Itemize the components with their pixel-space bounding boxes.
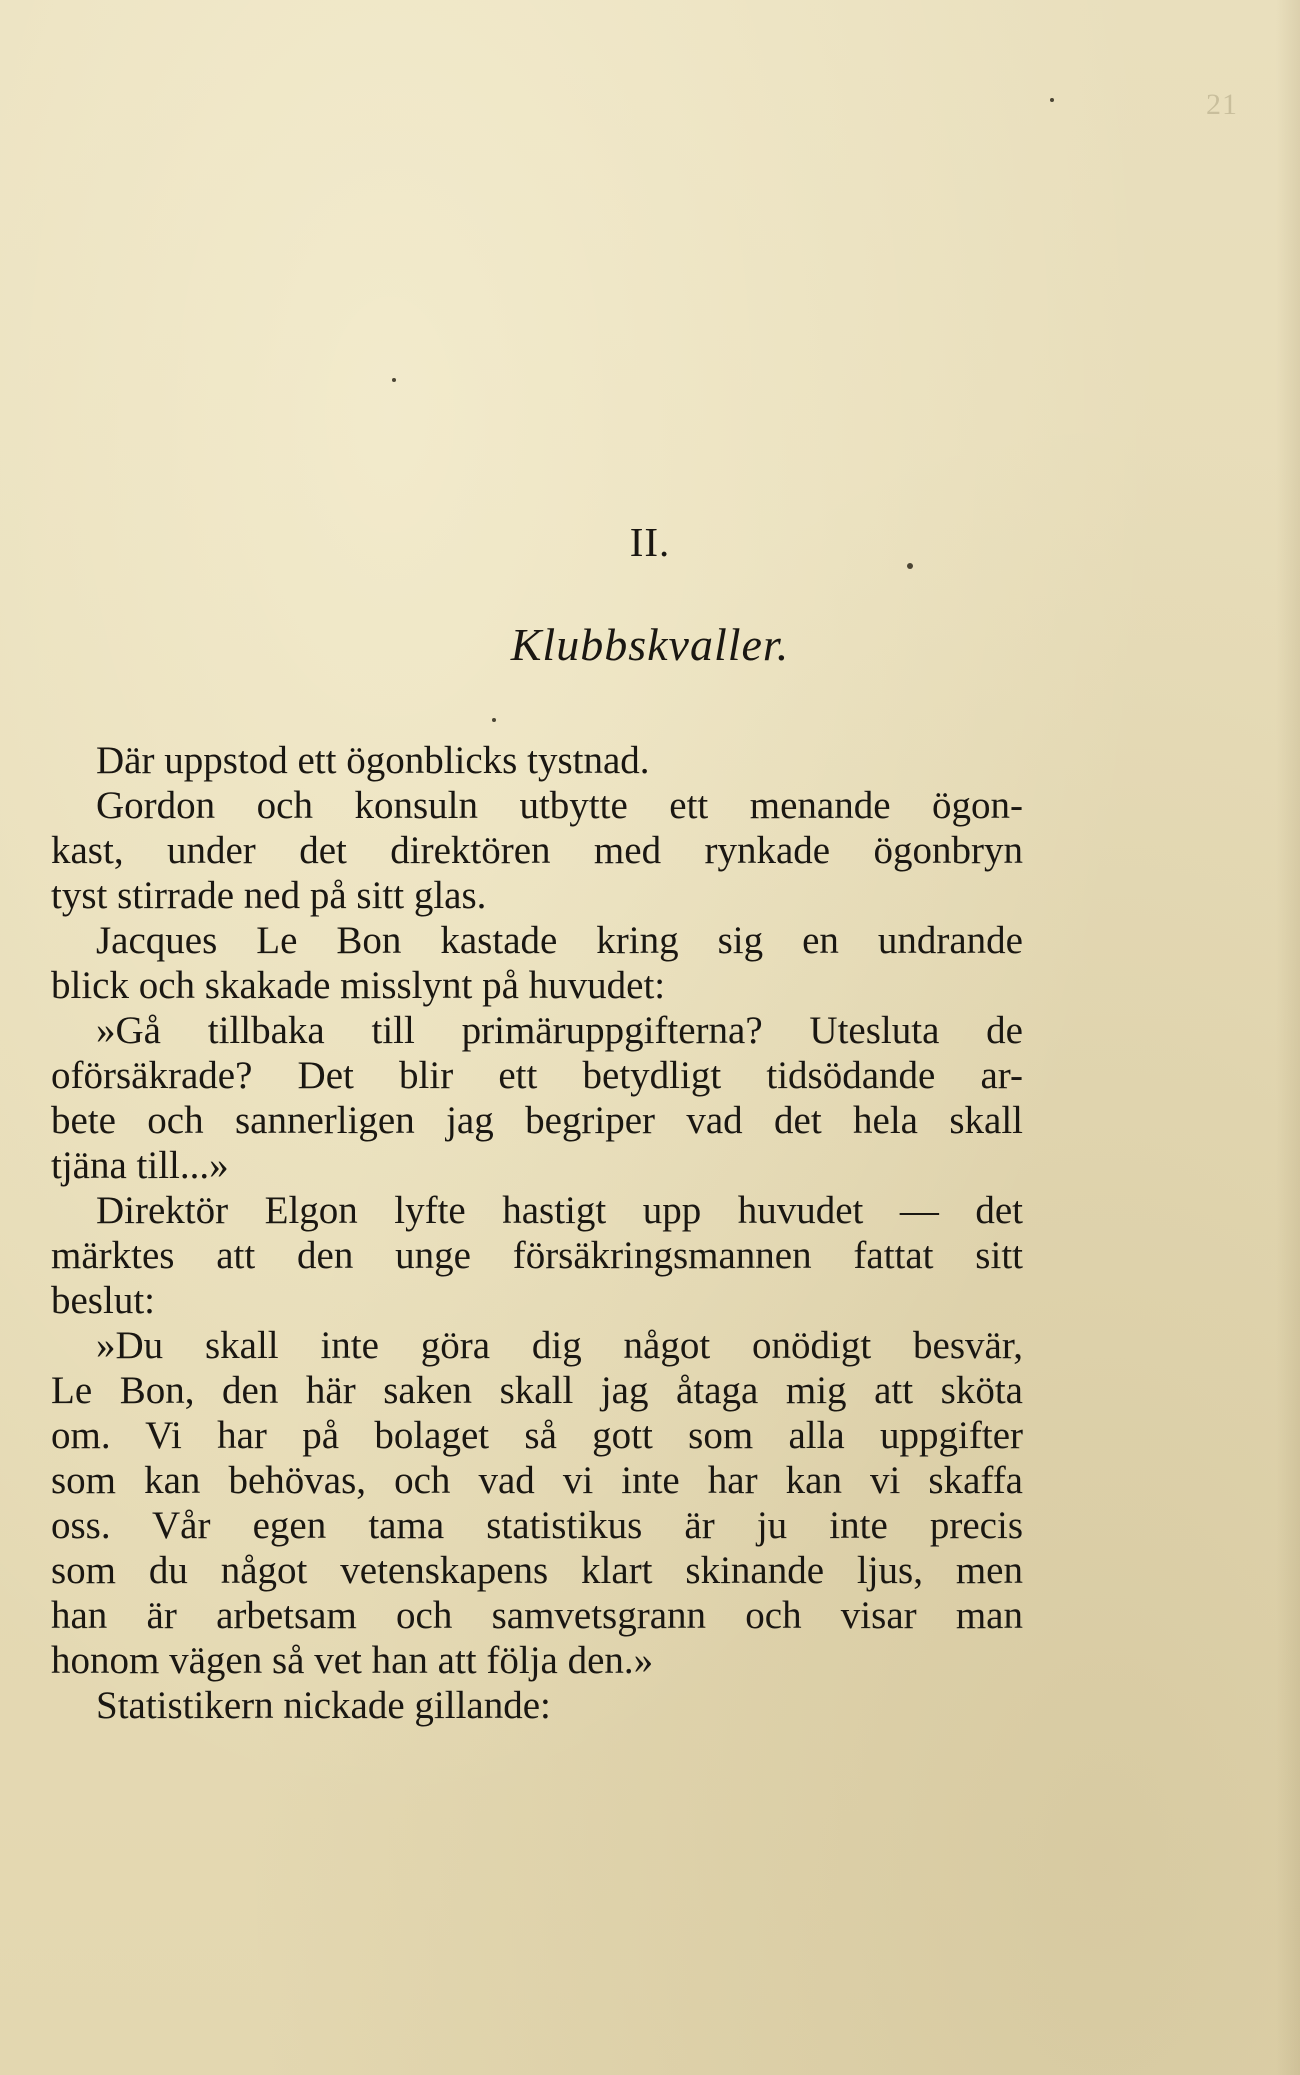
paper-speck [1050,98,1054,102]
text-line: Jacques Le Bon kastade kring sig en undrande [96,919,1023,962]
text-line: Direktör Elgon lyfte hastigt upp huvudet — det [96,1189,1023,1232]
text-line: Le Bon, den här saken skall jag åtaga mig att sköta [51,1369,1023,1412]
text-line: märktes att den unge försäkringsmannen fattat sitt [51,1234,1023,1277]
text-line: Där uppstod ett ögonblicks tystnad. [96,739,650,782]
page-number: 21 [1206,88,1238,121]
text-line: »Gå tillbaka till primäruppgifterna? Utesluta de [96,1009,1023,1052]
paper-speck [492,718,496,722]
paper-speck [907,563,913,569]
text-line: Statistikern nickade gillande: [96,1684,551,1727]
page-edge-shadow [1276,0,1300,2075]
text-line: som du något vetenskapens klart skinande ljus, men [51,1549,1023,1592]
text-line: Gordon och konsuln utbytte ett menande ögon- [96,784,1023,827]
text-line: tyst stirrade ned på sitt glas. [51,874,487,917]
body-text [51,738,1023,1728]
text-line: honom vägen så vet han att följa den.» [51,1639,654,1682]
text-line: bete och sannerligen jag begriper vad det hela skall [51,1099,1023,1142]
text-line: oss. Vår egen tama statistikus är ju inte precis [51,1504,1023,1547]
text-line: som kan behövas, och vad vi inte har kan vi skaffa [51,1459,1023,1502]
text-line: blick och skakade misslynt på huvudet: [51,964,666,1007]
paper-speck [392,378,396,382]
chapter-number: II. [629,519,671,565]
text-line: beslut: [51,1279,155,1322]
text-line: oförsäkrade? Det blir ett betydligt tidsödande ar- [51,1054,1023,1097]
text-line: om. Vi har på bolaget så gott som alla uppgifter [51,1414,1023,1457]
text-line: han är arbetsam och samvetsgrann och visar man [51,1594,1023,1637]
text-line: tjäna till...» [51,1144,229,1187]
chapter-title: Klubbskvaller. [510,619,790,670]
text-line: kast, under det direktören med rynkade ögonbryn [51,829,1023,872]
text-line: »Du skall inte göra dig något onödigt besvär, [96,1324,1023,1367]
